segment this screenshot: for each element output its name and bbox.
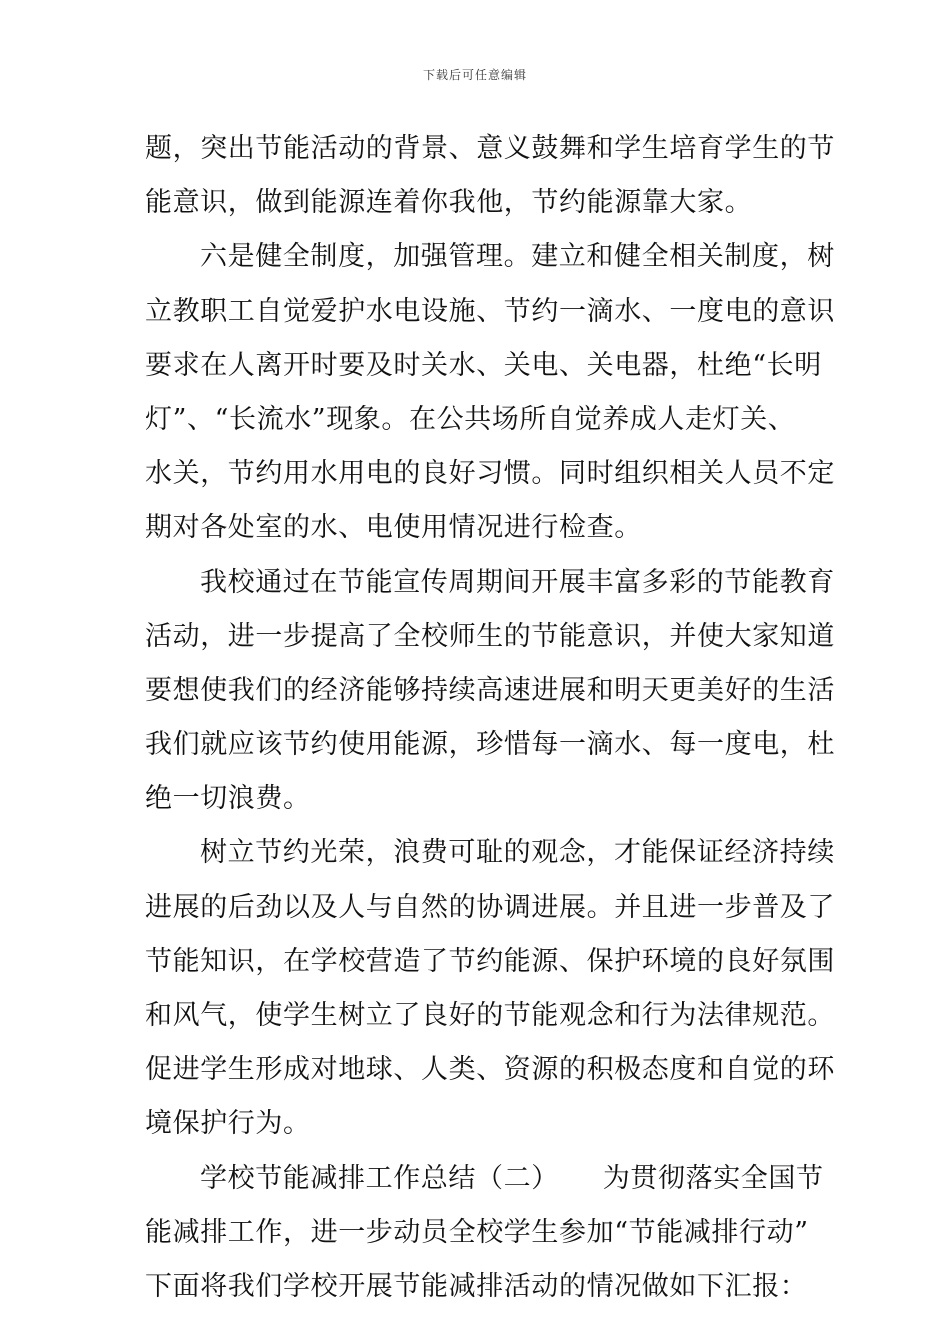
text-line: 要求在人离开时要及时关水、关电、关电器，杜绝“长明: [145, 349, 822, 381]
text-line: 能减排工作，进一步动员全校学生参加“节能减排行动”: [145, 1216, 809, 1248]
text-line: 题，突出节能活动的背景、意义鼓舞和学生培育学生的节: [145, 133, 835, 164]
text-line: 下面将我们学校开展节能减排活动的情况做如下汇报：: [145, 1270, 808, 1302]
text-line: 进展的后劲以及人与自然的协调进展。并且进一步普及了: [145, 891, 835, 923]
text-line: 水关，节约用水用电的良好习惯。同时组织相关人员不定: [145, 458, 835, 490]
text-line: 能意识，做到能源连着你我他，节约能源靠大家。: [145, 187, 753, 219]
section-heading-line: [145, 1152, 824, 1206]
text-line: 绝一切浪费。: [145, 783, 311, 815]
paragraph-start-line: 树立节约光荣，浪费可耻的观念，才能保证经济持续: [200, 837, 835, 869]
text-line: 立教职工自觉爱护水电设施、节约一滴水、一度电的意识: [145, 295, 835, 327]
text-line: 灯”、“长流水”现象。在公共场所自觉养成人走灯关、: [145, 403, 796, 435]
text-line: 节能知识，在学校营造了节约能源、保护环境的良好氛围: [145, 945, 835, 977]
section-title: 学校节能减排工作总结（二）: [200, 1162, 559, 1194]
paragraph-start-line: 六是健全制度，加强管理。建立和健全相关制度，树: [200, 241, 835, 273]
text-line: 和风气，使学生树立了良好的节能观念和行为法律规范。: [145, 1000, 835, 1031]
paragraph-start-line: 我校通过在节能宣传周期间开展丰富多彩的节能教育: [200, 566, 835, 598]
page-header-note: 下载后可任意编辑: [422, 68, 527, 82]
text-line: 期对各处室的水、电使用情况进行检查。: [145, 512, 642, 544]
text-line: 我们就应该节约使用能源，珍惜每一滴水、每一度电，杜: [145, 729, 835, 761]
text-line-continuation: 为贯彻落实全国节: [602, 1162, 824, 1194]
document-body: [145, 122, 835, 1314]
text-line: 境保护行为。: [145, 1108, 311, 1140]
text-line: 促进学生形成对地球、人类、资源的积极态度和自觉的环: [145, 1054, 835, 1086]
text-line: 活动，进一步提高了全校师生的节能意识，并使大家知道: [145, 620, 835, 652]
text-line: 要想使我们的经济能够持续高速进展和明天更美好的生活: [145, 674, 835, 706]
